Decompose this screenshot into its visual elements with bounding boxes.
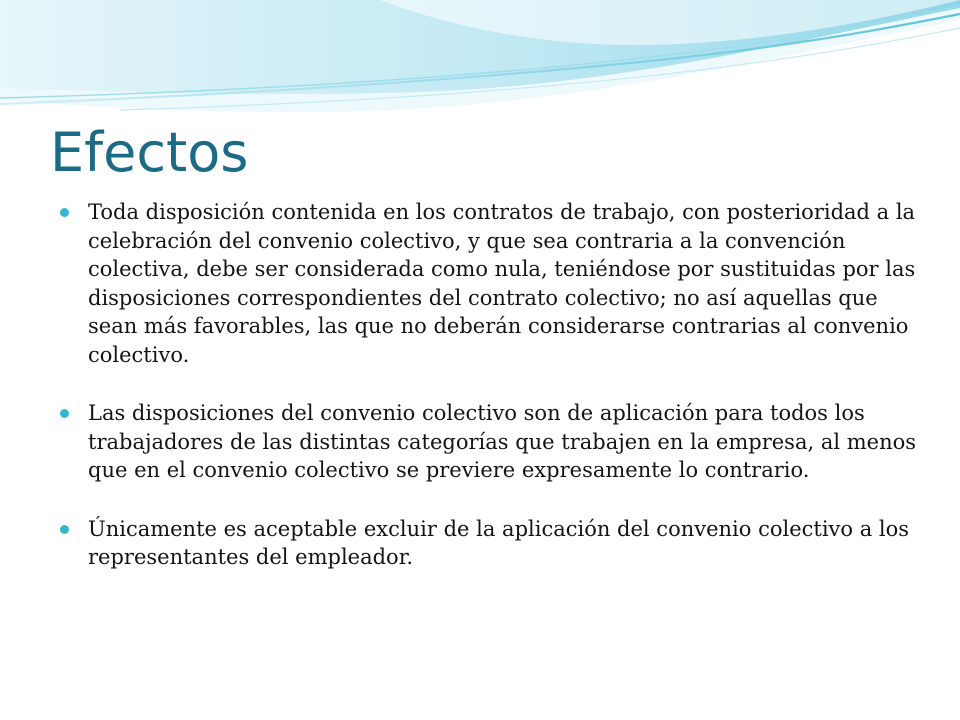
list-item [60,515,920,572]
list-item [60,399,920,485]
header-wave-decoration [0,0,960,130]
slide-title: Efectos [50,121,249,184]
bullet-dot-icon [60,208,69,217]
bullet-text: Toda disposición contenida en los contratos de trabajo, con posterioridad a la celebración del convenio colectivo, y que sea contraria a la convención colectiva, debe ser considerada como nula, teniéndose por sustituidas por las disposiciones correspondientes del contrato colectivo; no así aquellas que sean más favorables, las que no deberán considerarse contrarias al convenio colectivo. [88,200,916,367]
bullet-list [60,198,920,602]
bullet-text: Únicamente es aceptable excluir de la aplicación del convenio colectivo a los representantes del empleador. [88,516,910,569]
bullet-dot-icon [60,409,69,418]
list-item [60,198,920,369]
bullet-text: Las disposiciones del convenio colectivo son de aplicación para todos los trabajadores de las distintas categorías que trabajen en la empresa, al menos que en el convenio colectivo se previere expresamente lo contrario. [88,401,917,482]
bullet-dot-icon [60,525,69,534]
